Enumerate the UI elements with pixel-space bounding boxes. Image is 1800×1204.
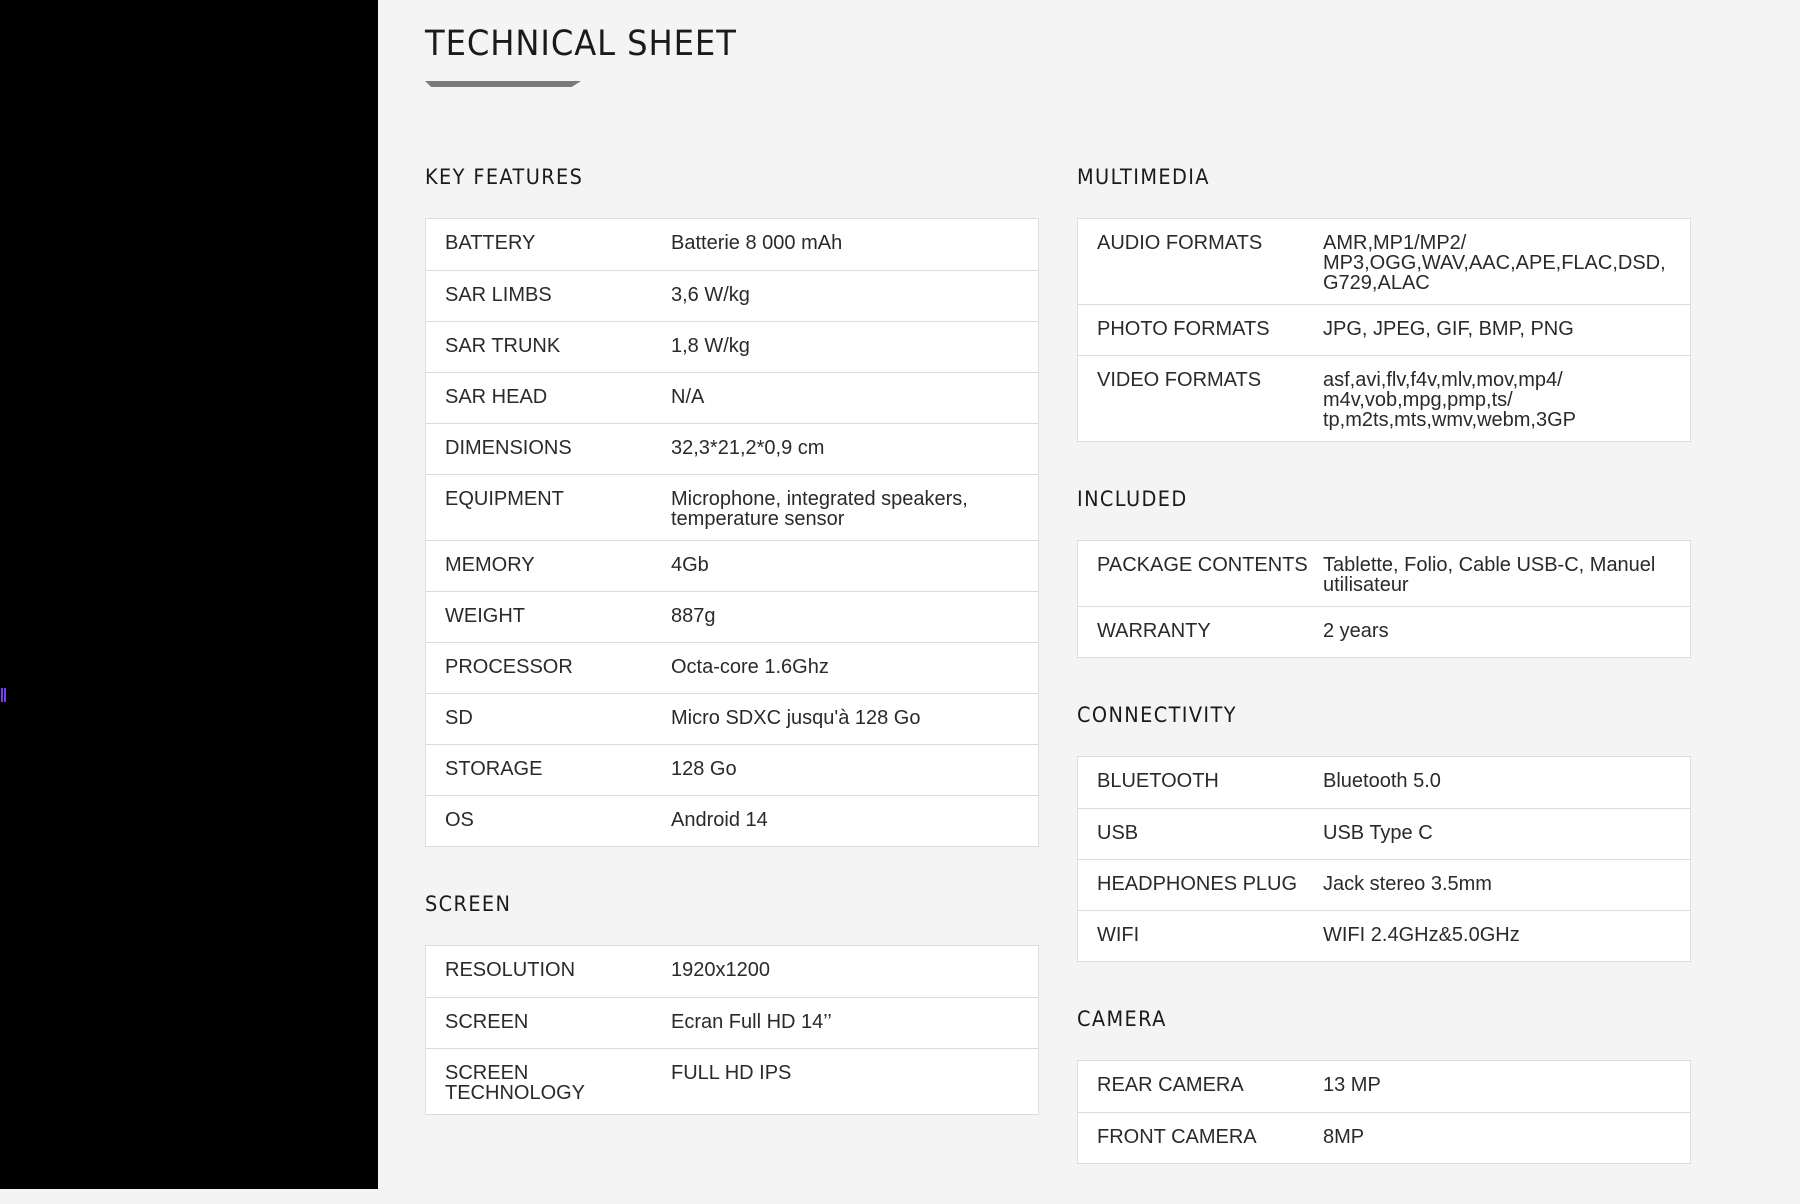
spec-table xyxy=(1077,540,1691,658)
table-row xyxy=(426,540,1038,591)
section-title: SCREEN xyxy=(425,892,512,916)
spec-value: Tablette, Folio, Cable USB-C, Manuel utilisateur xyxy=(1323,554,1656,596)
spec-label: SCREEN xyxy=(445,1011,529,1033)
spec-value: WIFI 2.4GHz&5.0GHz xyxy=(1323,924,1520,946)
table-row xyxy=(1078,859,1690,910)
spec-value: 887g xyxy=(671,605,716,627)
spec-label: SAR HEAD xyxy=(445,386,548,408)
spec-table xyxy=(425,945,1039,1115)
spec-value: 2 years xyxy=(1323,620,1389,642)
spec-label: STORAGE xyxy=(445,758,543,780)
spec-value: Android 14 xyxy=(671,809,768,831)
table-row xyxy=(426,423,1038,474)
spec-label: SCREEN TECHNOLOGY xyxy=(445,1062,586,1104)
section-title: INCLUDED xyxy=(1077,487,1188,511)
section-key-features xyxy=(425,160,1039,887)
section-camera xyxy=(1077,1002,1691,1204)
table-row xyxy=(426,270,1038,321)
spec-label: RESOLUTION xyxy=(445,959,576,981)
table-row xyxy=(426,372,1038,423)
section-title: CONNECTIVITY xyxy=(1077,703,1237,727)
spec-value: 4Gb xyxy=(671,554,709,576)
table-row xyxy=(1078,757,1690,808)
spec-label: FRONT CAMERA xyxy=(1097,1126,1257,1148)
section-title: KEY FEATURES xyxy=(425,165,584,189)
spec-label: SAR LIMBS xyxy=(445,284,552,306)
spec-value: JPG, JPEG, GIF, BMP, PNG xyxy=(1323,318,1574,340)
spec-label: OS xyxy=(445,809,474,831)
spec-label: VIDEO FORMATS xyxy=(1097,369,1262,391)
table-row xyxy=(1078,219,1690,304)
spec-label: SD xyxy=(445,707,473,729)
spec-value: asf,avi,flv,f4v,mlv,mov,mp4/ m4v,vob,mpg,pmp,ts/ tp,m2ts,mts,wmv,webm,3GP xyxy=(1323,369,1577,431)
spec-label: BATTERY xyxy=(445,232,536,254)
left-column xyxy=(425,160,1039,1155)
table-row xyxy=(1078,808,1690,859)
spec-label: SAR TRUNK xyxy=(445,335,561,357)
spec-value: 128 Go xyxy=(671,758,737,780)
table-row xyxy=(1078,541,1690,606)
spec-value: 1920x1200 xyxy=(671,959,770,981)
spec-table xyxy=(425,218,1039,847)
table-row xyxy=(1078,304,1690,355)
section-included xyxy=(1077,482,1691,698)
table-row xyxy=(426,321,1038,372)
table-row xyxy=(426,591,1038,642)
spec-value: Batterie 8 000 mAh xyxy=(671,232,843,254)
spec-label: PHOTO FORMATS xyxy=(1097,318,1270,340)
table-row xyxy=(1078,1112,1690,1163)
spec-label: MEMORY xyxy=(445,554,535,576)
table-row xyxy=(426,795,1038,846)
table-row xyxy=(426,946,1038,997)
table-row xyxy=(1078,910,1690,961)
table-row xyxy=(1078,606,1690,657)
table-row xyxy=(426,642,1038,693)
table-row xyxy=(426,744,1038,795)
spec-value: Jack stereo 3.5mm xyxy=(1323,873,1492,895)
spec-value: AMR,MP1/MP2/ MP3,OGG,WAV,AAC,APE,FLAC,DSD,G729,ALAC xyxy=(1323,232,1666,294)
section-multimedia xyxy=(1077,160,1691,482)
spec-label: USB xyxy=(1097,822,1139,844)
spec-label: PACKAGE CONTENTS xyxy=(1097,554,1308,576)
spec-value: N/A xyxy=(671,386,705,408)
spec-label: EQUIPMENT xyxy=(445,488,564,510)
spec-table xyxy=(1077,756,1691,962)
spec-value: 1,8 W/kg xyxy=(671,335,750,357)
section-connectivity xyxy=(1077,698,1691,1002)
table-row xyxy=(426,693,1038,744)
section-screen xyxy=(425,887,1039,1155)
spec-table xyxy=(1077,218,1691,442)
page-title: TECHNICAL SHEET xyxy=(425,24,737,64)
section-title: MULTIMEDIA xyxy=(1077,165,1210,189)
title-underline xyxy=(425,81,581,87)
spec-value: 3,6 W/kg xyxy=(671,284,750,306)
spec-label: AUDIO FORMATS xyxy=(1097,232,1263,254)
spec-label: WEIGHT xyxy=(445,605,525,627)
spec-label: DIMENSIONS xyxy=(445,437,572,459)
spec-value: 13 MP xyxy=(1323,1074,1381,1096)
spec-table xyxy=(1077,1060,1691,1164)
table-row xyxy=(1078,355,1690,441)
technical-sheet-container xyxy=(378,0,1800,1189)
section-title: CAMERA xyxy=(1077,1007,1167,1031)
spec-value: Bluetooth 5.0 xyxy=(1323,770,1441,792)
spec-value: FULL HD IPS xyxy=(671,1062,792,1084)
spec-value: Microphone, integrated speakers, temperature sensor xyxy=(671,488,968,530)
table-row xyxy=(426,474,1038,540)
spec-label: BLUETOOTH xyxy=(1097,770,1219,792)
spec-label: HEADPHONES PLUG xyxy=(1097,873,1298,895)
spec-value: Ecran Full HD 14’’ xyxy=(671,1011,832,1033)
table-row xyxy=(426,997,1038,1048)
table-row xyxy=(426,219,1038,270)
table-row xyxy=(1078,1061,1690,1112)
spec-label: PROCESSOR xyxy=(445,656,573,678)
table-row xyxy=(426,1048,1038,1114)
left-dark-panel xyxy=(0,0,378,1189)
spec-label: REAR CAMERA xyxy=(1097,1074,1244,1096)
right-column xyxy=(1077,160,1691,1204)
spec-value: 8MP xyxy=(1323,1126,1365,1148)
spec-value: Octa-core 1.6Ghz xyxy=(671,656,829,678)
spec-value: 32,3*21,2*0,9 cm xyxy=(671,437,825,459)
spec-label: WARRANTY xyxy=(1097,620,1211,642)
spec-value: Micro SDXC jusqu'à 128 Go xyxy=(671,707,921,729)
spec-label: WIFI xyxy=(1097,924,1140,946)
spec-value: USB Type C xyxy=(1323,822,1433,844)
slider-indicator-icon[interactable] xyxy=(1,688,6,702)
